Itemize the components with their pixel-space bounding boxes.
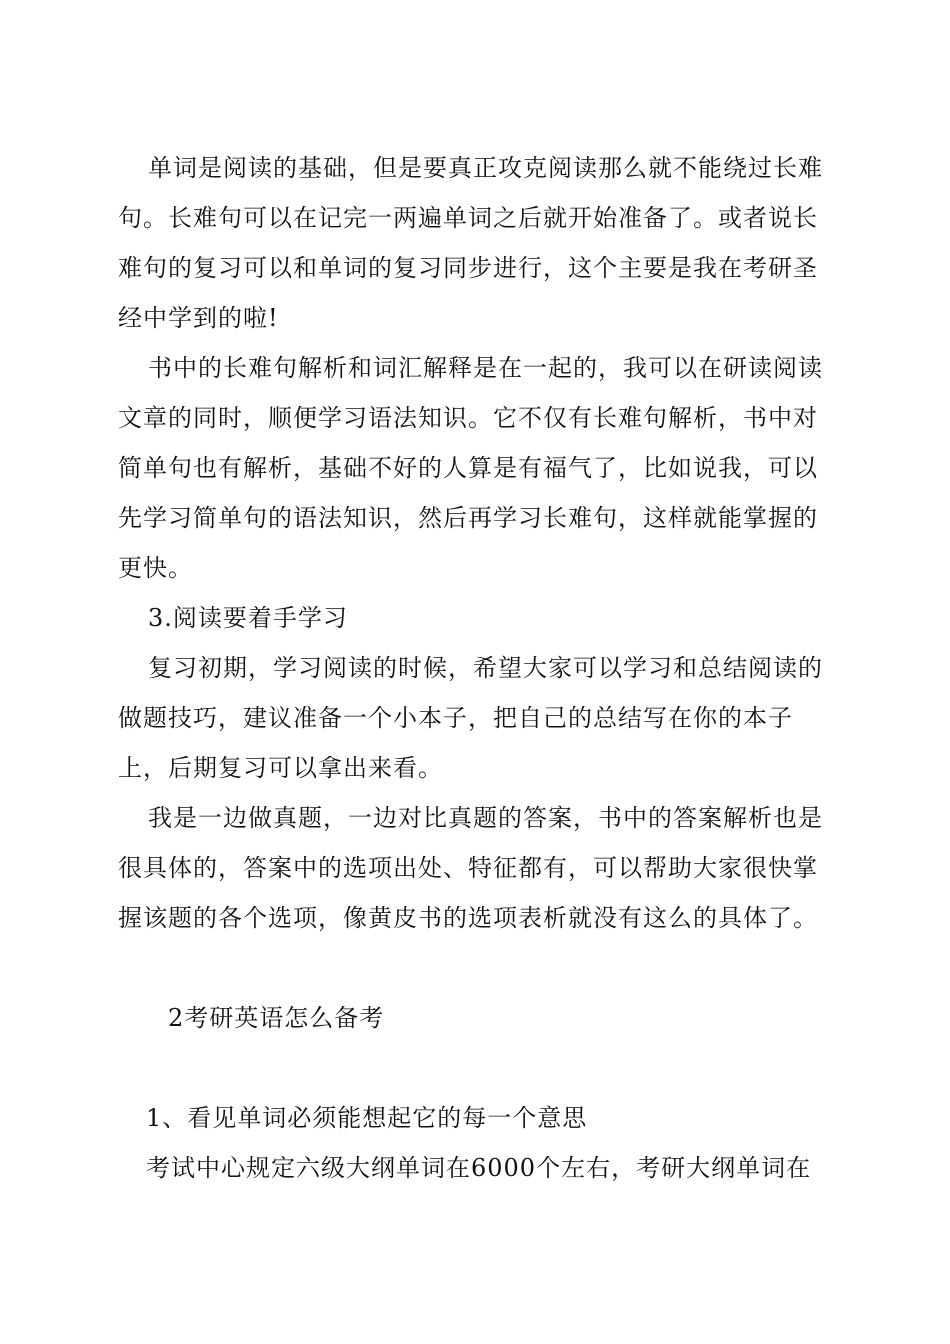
section-heading-exam-prep: 2考研英语怎么备考 xyxy=(168,1004,385,1032)
paragraph-long-sentences-intro: 单词是阅读的基础，但是要真正攻克阅读那么就不能绕过长难句。长难句可以在记完一两遍单词之后就开始准备了。或者说长难句的复习可以和单词的复习同步进行，这个主要是我在考研圣经中学到的啦! xyxy=(118,154,823,332)
paragraph-reading-techniques: 复习初期，学习阅读的时候，希望大家可以学习和总结阅读的做题技巧，建议准备一个小本子，把自己的总结写在你的本子上，后期复习可以拿出来看。 xyxy=(118,654,823,782)
section-heading-reading: 3.阅读要着手学习 xyxy=(148,604,348,632)
paragraph-book-analysis: 书中的长难句解析和词汇解释是在一起的，我可以在研读阅读文章的同时，顺便学习语法知识。它不仅有长难句解析，书中对简单句也有解析，基础不好的人算是有福气了，比如说我，可以先学习简单句的语法知识，然后再学习长难句，这样就能掌握的更快。 xyxy=(118,354,823,582)
paragraph-real-exam-practice: 我是一边做真题，一边对比真题的答案，书中的答案解析也是很具体的，答案中的选项出处、特征都有，可以帮助大家很快掌握该题的各个选项，像黄皮书的选项表析就没有这么的具体了。 xyxy=(118,804,823,932)
paragraph-vocabulary-requirements: 考试中心规定六级大纲单词在6000个左右，考研大纲单词在 xyxy=(146,1154,812,1182)
subheading-word-meanings: 1、看见单词必须能想起它的每一个意思 xyxy=(146,1104,588,1132)
